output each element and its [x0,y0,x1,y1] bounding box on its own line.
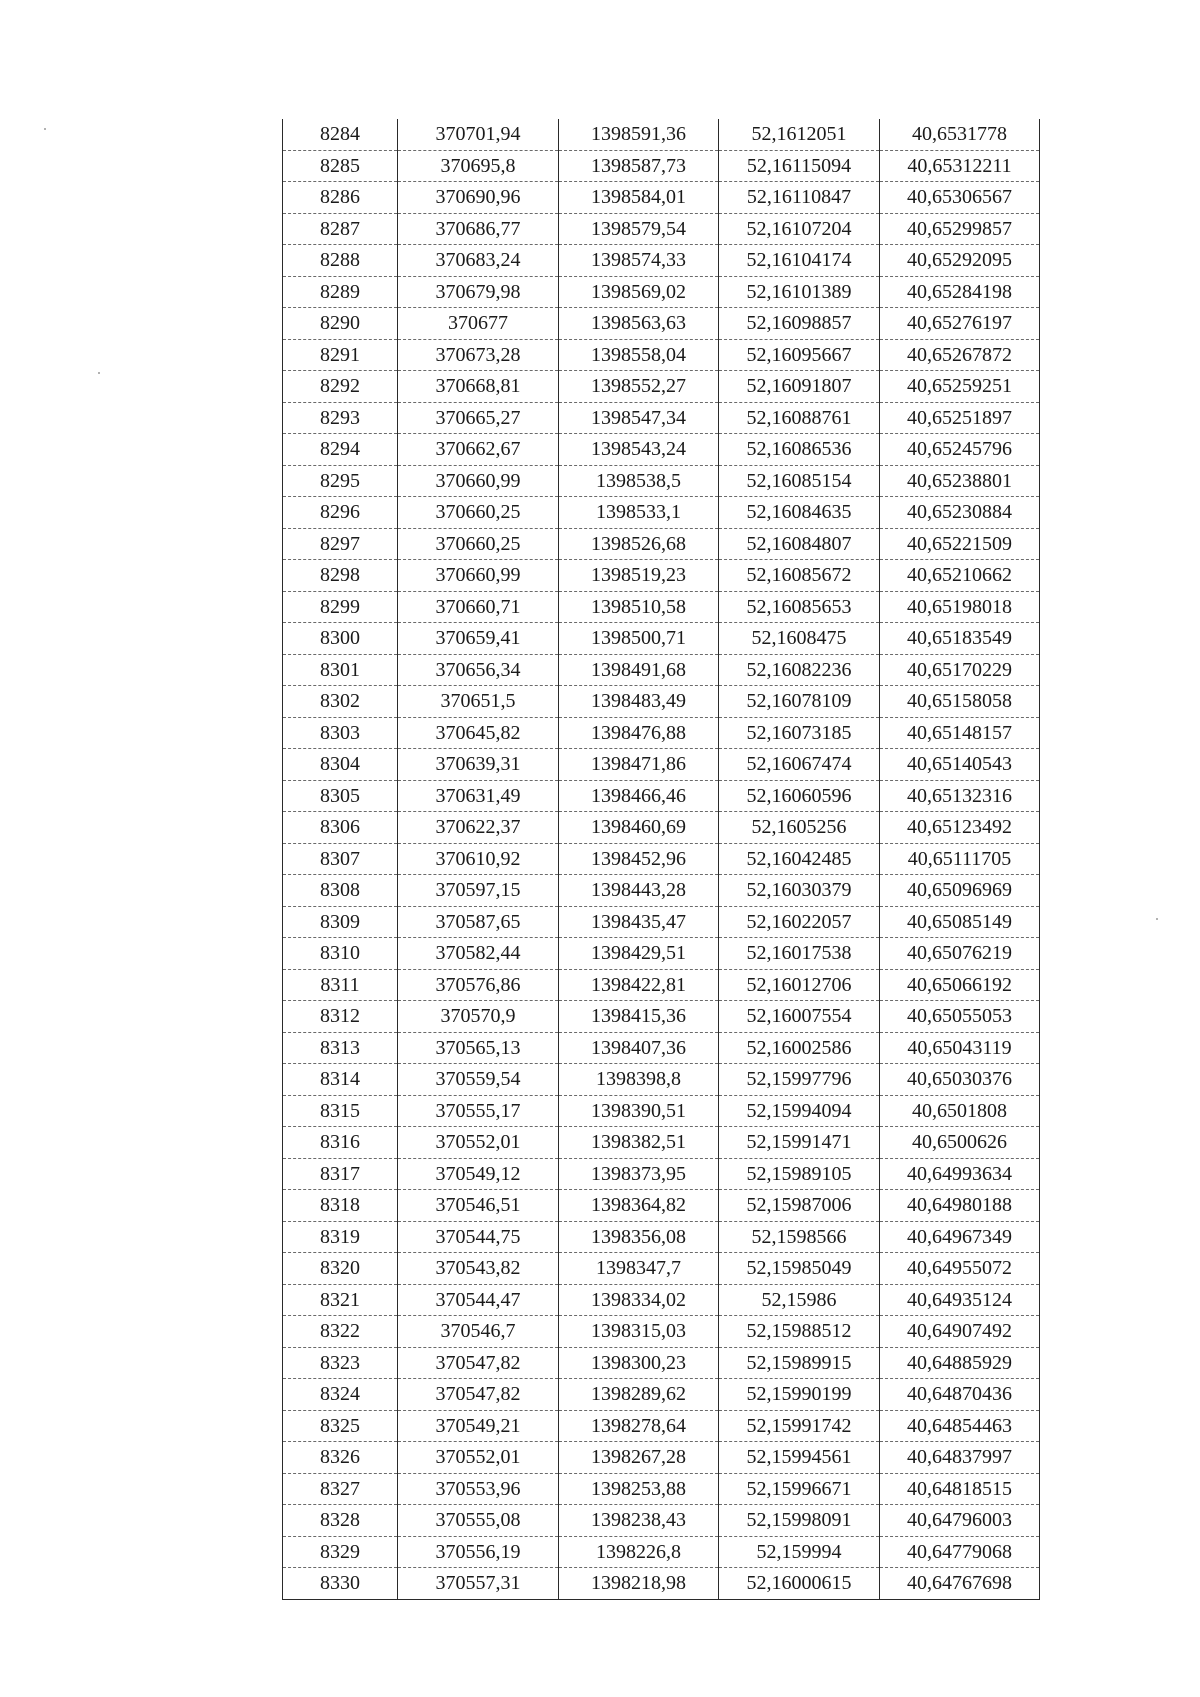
table-row [283,969,1040,1001]
longitude-cell: 40,65198018 [880,591,1040,623]
y-coordinate-cell: 1398218,98 [559,1568,719,1600]
point-number-cell: 8300 [283,623,398,655]
y-coordinate-cell: 1398500,71 [559,623,719,655]
point-number-cell: 8328 [283,1505,398,1537]
y-coordinate-cell: 1398429,51 [559,938,719,970]
table-row [283,1253,1040,1285]
y-coordinate-cell: 1398443,28 [559,875,719,907]
table-row [283,1316,1040,1348]
longitude-cell: 40,65076219 [880,938,1040,970]
y-coordinate-cell: 1398491,68 [559,654,719,686]
latitude-cell: 52,16085154 [719,465,880,497]
point-number-cell: 8329 [283,1536,398,1568]
table-row [283,182,1040,214]
longitude-cell: 40,64854463 [880,1410,1040,1442]
table-row [283,245,1040,277]
table-row [283,1284,1040,1316]
x-coordinate-cell: 370660,25 [398,497,559,529]
x-coordinate-cell: 370683,24 [398,245,559,277]
y-coordinate-cell: 1398579,54 [559,213,719,245]
latitude-cell: 52,16091807 [719,371,880,403]
table-row [283,1347,1040,1379]
table-row [283,843,1040,875]
point-number-cell: 8291 [283,339,398,371]
y-coordinate-cell: 1398452,96 [559,843,719,875]
y-coordinate-cell: 1398584,01 [559,182,719,214]
longitude-cell: 40,65148157 [880,717,1040,749]
longitude-cell: 40,65299857 [880,213,1040,245]
point-number-cell: 8289 [283,276,398,308]
table-row [283,150,1040,182]
latitude-cell: 52,16084635 [719,497,880,529]
point-number-cell: 8302 [283,686,398,718]
point-number-cell: 8322 [283,1316,398,1348]
latitude-cell: 52,16022057 [719,906,880,938]
longitude-cell: 40,65245796 [880,434,1040,466]
point-number-cell: 8310 [283,938,398,970]
point-number-cell: 8311 [283,969,398,1001]
latitude-cell: 52,16042485 [719,843,880,875]
y-coordinate-cell: 1398315,03 [559,1316,719,1348]
point-number-cell: 8287 [283,213,398,245]
y-coordinate-cell: 1398569,02 [559,276,719,308]
y-coordinate-cell: 1398267,28 [559,1442,719,1474]
table-row [283,938,1040,970]
x-coordinate-cell: 370651,5 [398,686,559,718]
table-row [283,465,1040,497]
longitude-cell: 40,65085149 [880,906,1040,938]
x-coordinate-cell: 370544,75 [398,1221,559,1253]
point-number-cell: 8320 [283,1253,398,1285]
x-coordinate-cell: 370543,82 [398,1253,559,1285]
longitude-cell: 40,64796003 [880,1505,1040,1537]
longitude-cell: 40,64907492 [880,1316,1040,1348]
x-coordinate-cell: 370547,82 [398,1347,559,1379]
table-row [283,1001,1040,1033]
table-row [283,1095,1040,1127]
point-number-cell: 8325 [283,1410,398,1442]
point-number-cell: 8319 [283,1221,398,1253]
point-number-cell: 8324 [283,1379,398,1411]
table-row [283,213,1040,245]
latitude-cell: 52,15989105 [719,1158,880,1190]
x-coordinate-cell: 370656,34 [398,654,559,686]
point-number-cell: 8290 [283,308,398,340]
point-number-cell: 8330 [283,1568,398,1600]
latitude-cell: 52,16085653 [719,591,880,623]
y-coordinate-cell: 1398526,68 [559,528,719,560]
latitude-cell: 52,16060596 [719,780,880,812]
table-row [283,686,1040,718]
latitude-cell: 52,16002586 [719,1032,880,1064]
x-coordinate-cell: 370587,65 [398,906,559,938]
latitude-cell: 52,16107204 [719,213,880,245]
longitude-cell: 40,65312211 [880,150,1040,182]
x-coordinate-cell: 370690,96 [398,182,559,214]
point-number-cell: 8294 [283,434,398,466]
table-row [283,528,1040,560]
longitude-cell: 40,65210662 [880,560,1040,592]
longitude-cell: 40,64885929 [880,1347,1040,1379]
point-number-cell: 8304 [283,749,398,781]
longitude-cell: 40,64967349 [880,1221,1040,1253]
point-number-cell: 8327 [283,1473,398,1505]
latitude-cell: 52,16073185 [719,717,880,749]
latitude-cell: 52,15997796 [719,1064,880,1096]
table-row [283,1158,1040,1190]
y-coordinate-cell: 1398278,64 [559,1410,719,1442]
latitude-cell: 52,16086536 [719,434,880,466]
longitude-cell: 40,65158058 [880,686,1040,718]
x-coordinate-cell: 370660,25 [398,528,559,560]
longitude-cell: 40,65221509 [880,528,1040,560]
x-coordinate-cell: 370552,01 [398,1442,559,1474]
latitude-cell: 52,16095667 [719,339,880,371]
longitude-cell: 40,65284198 [880,276,1040,308]
point-number-cell: 8306 [283,812,398,844]
x-coordinate-cell: 370559,54 [398,1064,559,1096]
table-row [283,780,1040,812]
point-number-cell: 8286 [283,182,398,214]
table-row [283,1379,1040,1411]
table-row [283,1064,1040,1096]
table-row [283,1032,1040,1064]
point-number-cell: 8285 [283,150,398,182]
table-row [283,812,1040,844]
table-row [283,402,1040,434]
y-coordinate-cell: 1398587,73 [559,150,719,182]
point-number-cell: 8301 [283,654,398,686]
point-number-cell: 8318 [283,1190,398,1222]
y-coordinate-cell: 1398558,04 [559,339,719,371]
latitude-cell: 52,16110847 [719,182,880,214]
scan-speck [98,372,100,374]
table-row [283,560,1040,592]
longitude-cell: 40,64870436 [880,1379,1040,1411]
table-row [283,654,1040,686]
longitude-cell: 40,6531778 [880,119,1040,150]
point-number-cell: 8284 [283,119,398,150]
latitude-cell: 52,16030379 [719,875,880,907]
x-coordinate-cell: 370660,99 [398,560,559,592]
latitude-cell: 52,1608475 [719,623,880,655]
scan-speck [44,128,46,130]
x-coordinate-cell: 370553,96 [398,1473,559,1505]
latitude-cell: 52,15988512 [719,1316,880,1348]
table-row [283,1442,1040,1474]
point-number-cell: 8288 [283,245,398,277]
x-coordinate-cell: 370597,15 [398,875,559,907]
y-coordinate-cell: 1398238,43 [559,1505,719,1537]
y-coordinate-cell: 1398382,51 [559,1127,719,1159]
table-row [283,1568,1040,1600]
longitude-cell: 40,64837997 [880,1442,1040,1474]
y-coordinate-cell: 1398591,36 [559,119,719,150]
point-number-cell: 8292 [283,371,398,403]
y-coordinate-cell: 1398398,8 [559,1064,719,1096]
y-coordinate-cell: 1398347,7 [559,1253,719,1285]
y-coordinate-cell: 1398483,49 [559,686,719,718]
x-coordinate-cell: 370701,94 [398,119,559,150]
longitude-cell: 40,65055053 [880,1001,1040,1033]
y-coordinate-cell: 1398471,86 [559,749,719,781]
longitude-cell: 40,65259251 [880,371,1040,403]
latitude-cell: 52,1598566 [719,1221,880,1253]
y-coordinate-cell: 1398226,8 [559,1536,719,1568]
point-number-cell: 8316 [283,1127,398,1159]
table-row [283,1127,1040,1159]
latitude-cell: 52,16084807 [719,528,880,560]
point-number-cell: 8309 [283,906,398,938]
x-coordinate-cell: 370622,37 [398,812,559,844]
x-coordinate-cell: 370660,71 [398,591,559,623]
y-coordinate-cell: 1398510,58 [559,591,719,623]
longitude-cell: 40,65230884 [880,497,1040,529]
y-coordinate-cell: 1398460,69 [559,812,719,844]
latitude-cell: 52,16007554 [719,1001,880,1033]
point-number-cell: 8317 [283,1158,398,1190]
x-coordinate-cell: 370570,9 [398,1001,559,1033]
latitude-cell: 52,16098857 [719,308,880,340]
y-coordinate-cell: 1398300,23 [559,1347,719,1379]
latitude-cell: 52,16000615 [719,1568,880,1600]
point-number-cell: 8303 [283,717,398,749]
point-number-cell: 8293 [283,402,398,434]
table-row [283,875,1040,907]
point-number-cell: 8314 [283,1064,398,1096]
x-coordinate-cell: 370660,99 [398,465,559,497]
point-number-cell: 8315 [283,1095,398,1127]
x-coordinate-cell: 370555,17 [398,1095,559,1127]
table-row [283,1221,1040,1253]
table-row [283,371,1040,403]
latitude-cell: 52,15996671 [719,1473,880,1505]
longitude-cell: 40,64935124 [880,1284,1040,1316]
x-coordinate-cell: 370556,19 [398,1536,559,1568]
latitude-cell: 52,16088761 [719,402,880,434]
latitude-cell: 52,15987006 [719,1190,880,1222]
point-number-cell: 8313 [283,1032,398,1064]
longitude-cell: 40,65306567 [880,182,1040,214]
latitude-cell: 52,16012706 [719,969,880,1001]
table-row [283,434,1040,466]
y-coordinate-cell: 1398466,46 [559,780,719,812]
y-coordinate-cell: 1398563,63 [559,308,719,340]
latitude-cell: 52,16078109 [719,686,880,718]
point-number-cell: 8307 [283,843,398,875]
table-row [283,1505,1040,1537]
y-coordinate-cell: 1398415,36 [559,1001,719,1033]
y-coordinate-cell: 1398543,24 [559,434,719,466]
x-coordinate-cell: 370673,28 [398,339,559,371]
longitude-cell: 40,65066192 [880,969,1040,1001]
latitude-cell: 52,15998091 [719,1505,880,1537]
longitude-cell: 40,65276197 [880,308,1040,340]
longitude-cell: 40,64779068 [880,1536,1040,1568]
x-coordinate-cell: 370546,51 [398,1190,559,1222]
latitude-cell: 52,16017538 [719,938,880,970]
point-number-cell: 8296 [283,497,398,529]
longitude-cell: 40,65030376 [880,1064,1040,1096]
y-coordinate-cell: 1398435,47 [559,906,719,938]
x-coordinate-cell: 370695,8 [398,150,559,182]
longitude-cell: 40,6500626 [880,1127,1040,1159]
point-number-cell: 8295 [283,465,398,497]
table-row [283,1536,1040,1568]
longitude-cell: 40,64993634 [880,1158,1040,1190]
latitude-cell: 52,16067474 [719,749,880,781]
table-row [283,1190,1040,1222]
longitude-cell: 40,65238801 [880,465,1040,497]
longitude-cell: 40,65183549 [880,623,1040,655]
table-row [283,623,1040,655]
x-coordinate-cell: 370686,77 [398,213,559,245]
latitude-cell: 52,15989915 [719,1347,880,1379]
longitude-cell: 40,65132316 [880,780,1040,812]
x-coordinate-cell: 370659,41 [398,623,559,655]
longitude-cell: 40,65111705 [880,843,1040,875]
y-coordinate-cell: 1398574,33 [559,245,719,277]
y-coordinate-cell: 1398356,08 [559,1221,719,1253]
y-coordinate-cell: 1398547,34 [559,402,719,434]
x-coordinate-cell: 370645,82 [398,717,559,749]
point-number-cell: 8299 [283,591,398,623]
x-coordinate-cell: 370662,67 [398,434,559,466]
point-number-cell: 8298 [283,560,398,592]
latitude-cell: 52,16115094 [719,150,880,182]
table-row [283,119,1040,150]
y-coordinate-cell: 1398407,36 [559,1032,719,1064]
longitude-cell: 40,65251897 [880,402,1040,434]
y-coordinate-cell: 1398364,82 [559,1190,719,1222]
x-coordinate-cell: 370665,27 [398,402,559,434]
latitude-cell: 52,16104174 [719,245,880,277]
y-coordinate-cell: 1398253,88 [559,1473,719,1505]
latitude-cell: 52,159994 [719,1536,880,1568]
y-coordinate-cell: 1398552,27 [559,371,719,403]
x-coordinate-cell: 370552,01 [398,1127,559,1159]
x-coordinate-cell: 370610,92 [398,843,559,875]
x-coordinate-cell: 370549,21 [398,1410,559,1442]
y-coordinate-cell: 1398422,81 [559,969,719,1001]
point-number-cell: 8305 [283,780,398,812]
y-coordinate-cell: 1398533,1 [559,497,719,529]
table-row [283,497,1040,529]
table-row [283,1410,1040,1442]
coordinates-table [282,119,1040,1600]
table-row [283,308,1040,340]
latitude-cell: 52,1605256 [719,812,880,844]
longitude-cell: 40,64767698 [880,1568,1040,1600]
longitude-cell: 40,6501808 [880,1095,1040,1127]
point-number-cell: 8308 [283,875,398,907]
latitude-cell: 52,15991742 [719,1410,880,1442]
longitude-cell: 40,64980188 [880,1190,1040,1222]
x-coordinate-cell: 370557,31 [398,1568,559,1600]
table-row [283,591,1040,623]
latitude-cell: 52,16085672 [719,560,880,592]
table-row [283,749,1040,781]
x-coordinate-cell: 370679,98 [398,276,559,308]
longitude-cell: 40,64955072 [880,1253,1040,1285]
y-coordinate-cell: 1398334,02 [559,1284,719,1316]
x-coordinate-cell: 370582,44 [398,938,559,970]
latitude-cell: 52,15990199 [719,1379,880,1411]
x-coordinate-cell: 370576,86 [398,969,559,1001]
y-coordinate-cell: 1398538,5 [559,465,719,497]
longitude-cell: 40,65170229 [880,654,1040,686]
table-row [283,339,1040,371]
latitude-cell: 52,16101389 [719,276,880,308]
x-coordinate-cell: 370547,82 [398,1379,559,1411]
longitude-cell: 40,65267872 [880,339,1040,371]
latitude-cell: 52,1612051 [719,119,880,150]
scan-speck [1156,918,1158,920]
point-number-cell: 8323 [283,1347,398,1379]
latitude-cell: 52,15986 [719,1284,880,1316]
latitude-cell: 52,15994561 [719,1442,880,1474]
longitude-cell: 40,65123492 [880,812,1040,844]
x-coordinate-cell: 370549,12 [398,1158,559,1190]
longitude-cell: 40,65096969 [880,875,1040,907]
table-row [283,717,1040,749]
table-row [283,1473,1040,1505]
y-coordinate-cell: 1398373,95 [559,1158,719,1190]
table-row [283,906,1040,938]
longitude-cell: 40,64818515 [880,1473,1040,1505]
longitude-cell: 40,65292095 [880,245,1040,277]
y-coordinate-cell: 1398519,23 [559,560,719,592]
x-coordinate-cell: 370546,7 [398,1316,559,1348]
x-coordinate-cell: 370565,13 [398,1032,559,1064]
coordinates-table-body [283,119,1040,1599]
latitude-cell: 52,15991471 [719,1127,880,1159]
y-coordinate-cell: 1398476,88 [559,717,719,749]
point-number-cell: 8312 [283,1001,398,1033]
x-coordinate-cell: 370555,08 [398,1505,559,1537]
x-coordinate-cell: 370677 [398,308,559,340]
latitude-cell: 52,15994094 [719,1095,880,1127]
point-number-cell: 8297 [283,528,398,560]
x-coordinate-cell: 370631,49 [398,780,559,812]
table-row [283,276,1040,308]
longitude-cell: 40,65043119 [880,1032,1040,1064]
latitude-cell: 52,16082236 [719,654,880,686]
point-number-cell: 8326 [283,1442,398,1474]
latitude-cell: 52,15985049 [719,1253,880,1285]
x-coordinate-cell: 370668,81 [398,371,559,403]
x-coordinate-cell: 370639,31 [398,749,559,781]
y-coordinate-cell: 1398289,62 [559,1379,719,1411]
x-coordinate-cell: 370544,47 [398,1284,559,1316]
longitude-cell: 40,65140543 [880,749,1040,781]
y-coordinate-cell: 1398390,51 [559,1095,719,1127]
point-number-cell: 8321 [283,1284,398,1316]
